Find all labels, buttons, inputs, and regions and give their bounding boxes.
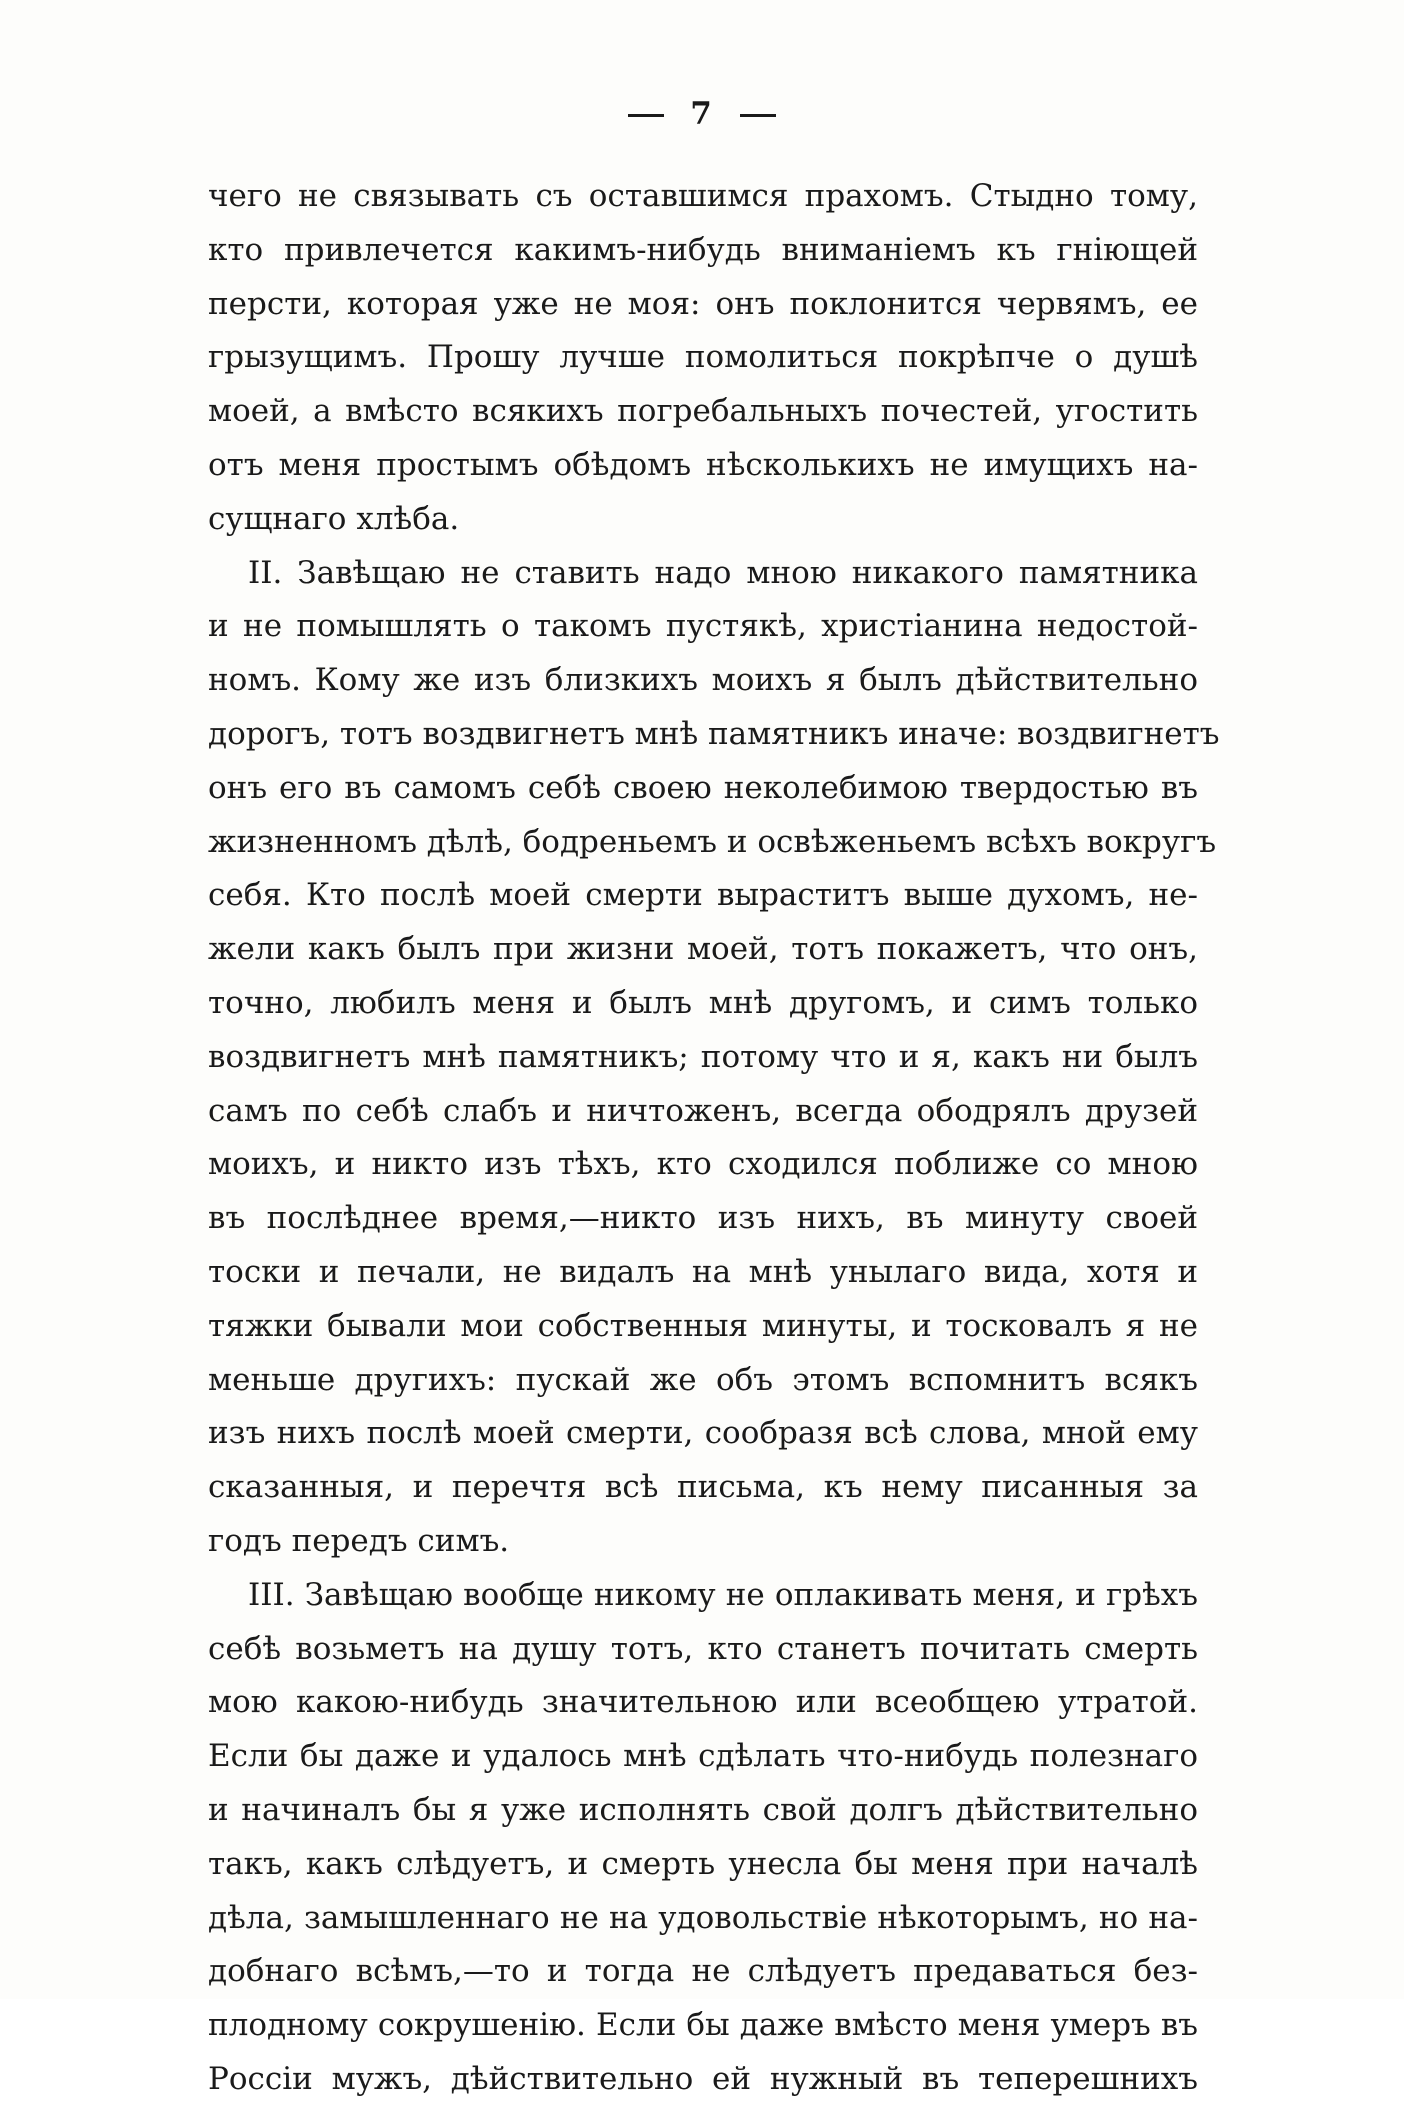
text-line: такъ, какъ слѣдуетъ, и смерть унесла бы меня при началѣ (208, 1845, 1198, 1882)
text-line: плодному сокрушенію. Если бы даже вмѣсто меня умеръ въ (208, 2007, 1198, 2044)
text-line: сущнаго хлѣба. (208, 500, 460, 537)
text-line: грызущимъ. Прошу лучше помолиться покрѣпче о душѣ (208, 339, 1198, 376)
text-line: точно, любилъ меня и былъ мнѣ другомъ, и симъ только (208, 984, 1198, 1021)
text-line: жизненномъ дѣлѣ, бодреньемъ и освѣженьемъ всѣхъ вокругъ (208, 823, 1217, 860)
paragraph-section-iii (208, 1569, 1198, 2107)
text-line: сказанныя, и перечтя всѣ письма, къ нему писанныя за (208, 1469, 1198, 1506)
text-line: добнаго всѣмъ,—то и тогда не слѣдуетъ предаваться без- (208, 1953, 1198, 1990)
text-line: и начиналъ бы я уже исполнять свой долгъ дѣйствительно (208, 1791, 1198, 1828)
text-line: мою какою-нибудь значительною или всеобщею утратой. (208, 1684, 1198, 1721)
text-line: дорогъ, тотъ воздвигнетъ мнѣ памятникъ иначе: воздвигнетъ (208, 715, 1220, 752)
text-line: меньше другихъ: пускай же объ этомъ вспомнитъ всякъ (208, 1361, 1198, 1398)
text-line: воздвигнетъ мнѣ памятникъ; потому что и я, какъ ни былъ (208, 1038, 1198, 1075)
text-line: персти, которая уже не моя: онъ поклонится червямъ, ее (208, 285, 1198, 322)
text-line: годъ передъ симъ. (208, 1522, 510, 1559)
text-line: въ послѣднее время,—никто изъ нихъ, въ минуту своей (208, 1200, 1198, 1237)
text-line: Если бы даже и удалось мнѣ сдѣлать что-нибудь полезнаго (208, 1738, 1198, 1775)
text-line: кто привлечется какимъ-нибудь вниманіемъ къ гніющей (208, 231, 1198, 268)
text-line: онъ его въ самомъ себѣ своею неколебимою твердостью въ (208, 769, 1198, 806)
text-line: номъ. Кому же изъ близкихъ моихъ я былъ дѣйствительно (208, 662, 1198, 699)
text-line: самъ по себѣ слабъ и ничтоженъ, всегда ободрялъ друзей (208, 1092, 1198, 1129)
text-line: Россіи мужъ, дѣйствительно ей нужный въ теперешнихъ (208, 2060, 1198, 2097)
text-line: тоски и печали, не видалъ на мнѣ унылаго вида, хотя и (208, 1253, 1198, 1290)
paragraph-continuation (208, 170, 1198, 547)
header-dash-right (740, 114, 776, 117)
body-text (208, 170, 1220, 2107)
text-line: тяжки бывали мои собственныя минуты, и тосковалъ я не (208, 1307, 1198, 1344)
text-line: изъ нихъ послѣ моей смерти, сообразя всѣ слова, мной ему (208, 1415, 1198, 1452)
header-dash-left (628, 114, 664, 117)
text-line: III. Завѣщаю вообще никому не оплакивать меня, и грѣхъ (248, 1576, 1198, 1613)
page-number: 7 (690, 96, 714, 132)
text-line: чего не связывать съ оставшимся прахомъ. Стыдно тому, (208, 178, 1198, 214)
paragraph-section-ii (208, 547, 1220, 1569)
text-line: себя. Кто послѣ моей смерти выраститъ выше духомъ, не- (208, 877, 1198, 914)
page-header (0, 96, 1404, 132)
text-line: моей, а вмѣсто всякихъ погребальныхъ почестей, угостить (208, 393, 1198, 430)
text-line: жели какъ былъ при жизни моей, тотъ покажетъ, что онъ, (208, 931, 1198, 968)
text-line: дѣла, замышленнаго не на удовольствіе нѣкоторымъ, но на- (208, 1899, 1198, 1936)
text-line: и не помышлять о такомъ пустякѣ, христіанина недостой- (208, 608, 1198, 645)
text-line: отъ меня простымъ обѣдомъ нѣсколькихъ не имущихъ на- (208, 446, 1198, 483)
text-line: моихъ, и никто изъ тѣхъ, кто сходился поближе со мною (208, 1146, 1198, 1183)
text-line: себѣ возьметъ на душу тотъ, кто станетъ почитать смерть (208, 1630, 1198, 1667)
text-line: II. Завѣщаю не ставить надо мною никакого памятника (248, 554, 1198, 591)
